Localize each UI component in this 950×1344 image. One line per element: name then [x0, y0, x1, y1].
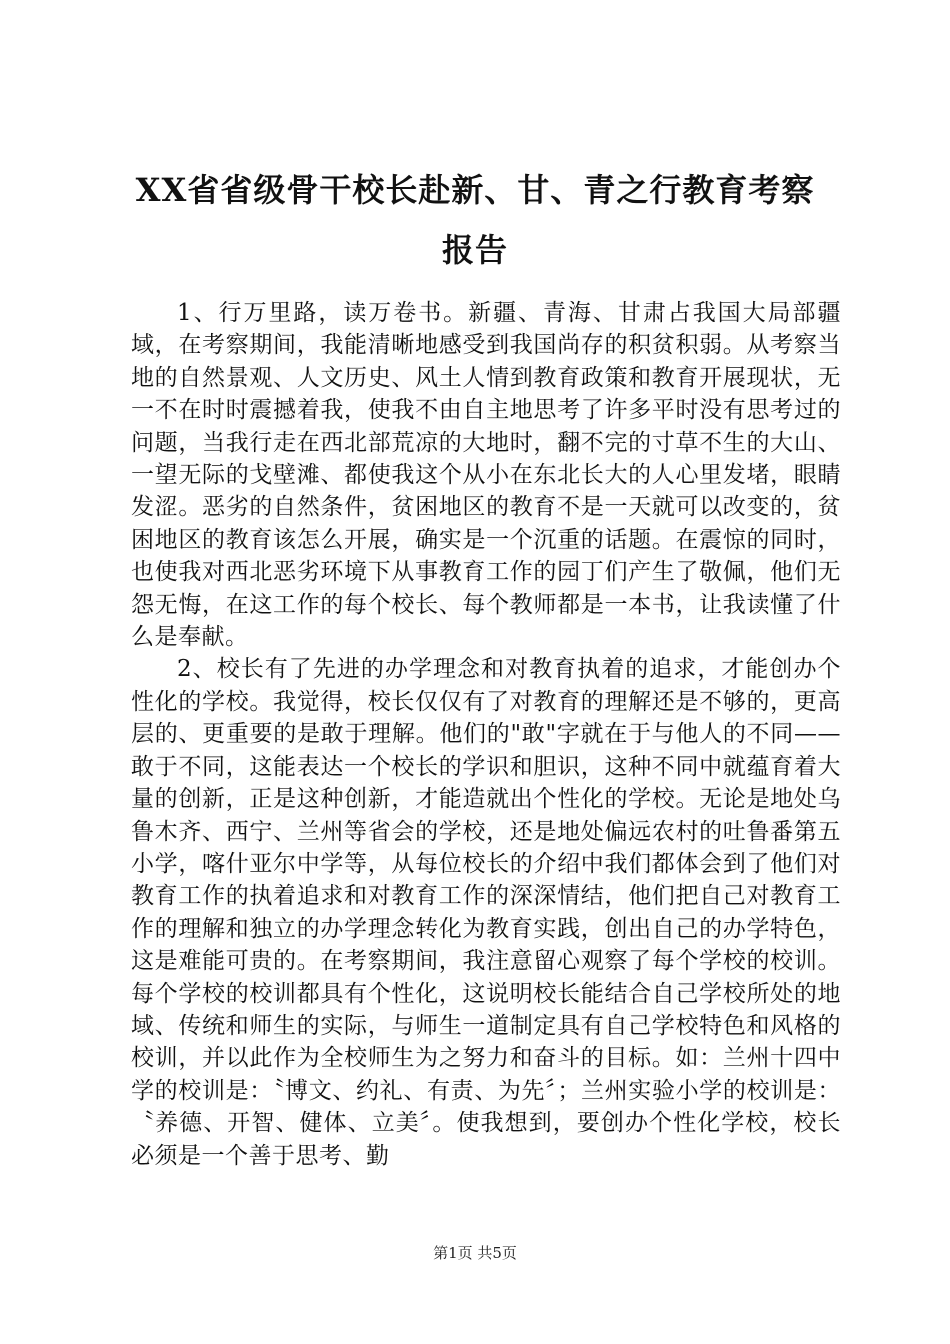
- paragraph-1: 1、行万里路，读万卷书。新疆、青海、甘肃占我国大局部疆域，在考察期间，我能清晰地感受到我国尚存的积贫积弱。从考察当地的自然景观、人文历史、风土人情到教育政策和教育开展现状，无一不在时时震撼着我，使我不由自主地思考了许多平时没有思考过的问题，当我行走在西北部荒凉的大地时，翻不完的寸草不生的大山、一望无际的戈壁滩、都使我这个从小在东北长大的人心里发堵，眼睛发涩。恶劣的自然条件，贫困地区的教育不是一天就可以改变的，贫困地区的教育该怎么开展，确实是一个沉重的话题。在震惊的同时，也使我对西北恶劣环境下从事教育工作的园丁们产生了敬佩，他们无怨无悔，在这工作的每个校长、每个教师都是一本书，让我读懂了什么是奉献。: [131, 300, 841, 651]
- document-title: XX省省级骨干校长赴新、甘、青之行教育考察报告: [135, 171, 815, 269]
- document-body: [131, 297, 841, 1172]
- paragraph-2: 2、校长有了先进的办学理念和对教育执着的追求，才能创办个性化的学校。我觉得，校长仅仅有了对教育的理解还是不够的，更高层的、更重要的是敢于理解。他们的"敢"字就在于与他人的不同——敢于不同，这能表达一个校长的学识和胆识，这种不同中就蕴育着大量的创新，正是这种创新，才能造就出个性化的学校。无论是地处乌鲁木齐、西宁、兰州等省会的学校，还是地处偏远农村的吐鲁番第五小学，喀什亚尔中学等，从每位校长的介绍中我们都体会到了他们对教育工作的执着追求和对教育工作的深深情结，他们把自己对教育工作的理解和独立的办学理念转化为教育实践，创出自己的办学特色，这是难能可贵的。在考察期间，我注意留心观察了每个学校的校训。每个学校的校训都具有个性化，这说明校长能结合自己学校所处的地域、传统和师生的实际，与师生一道制定具有自己学校特色和风格的校训，并以此作为全校师生为之努力和奋斗的目标。如：兰州十四中学的校训是：〝博文、约礼、有责、为先〞；兰州实验小学的校训是：〝养德、开智、健体、立美〞。使我想到，要创办个性化学校，校长必须是一个善于思考、勤: [131, 656, 841, 1169]
- page-number: 第1页 共5页: [433, 1244, 517, 1262]
